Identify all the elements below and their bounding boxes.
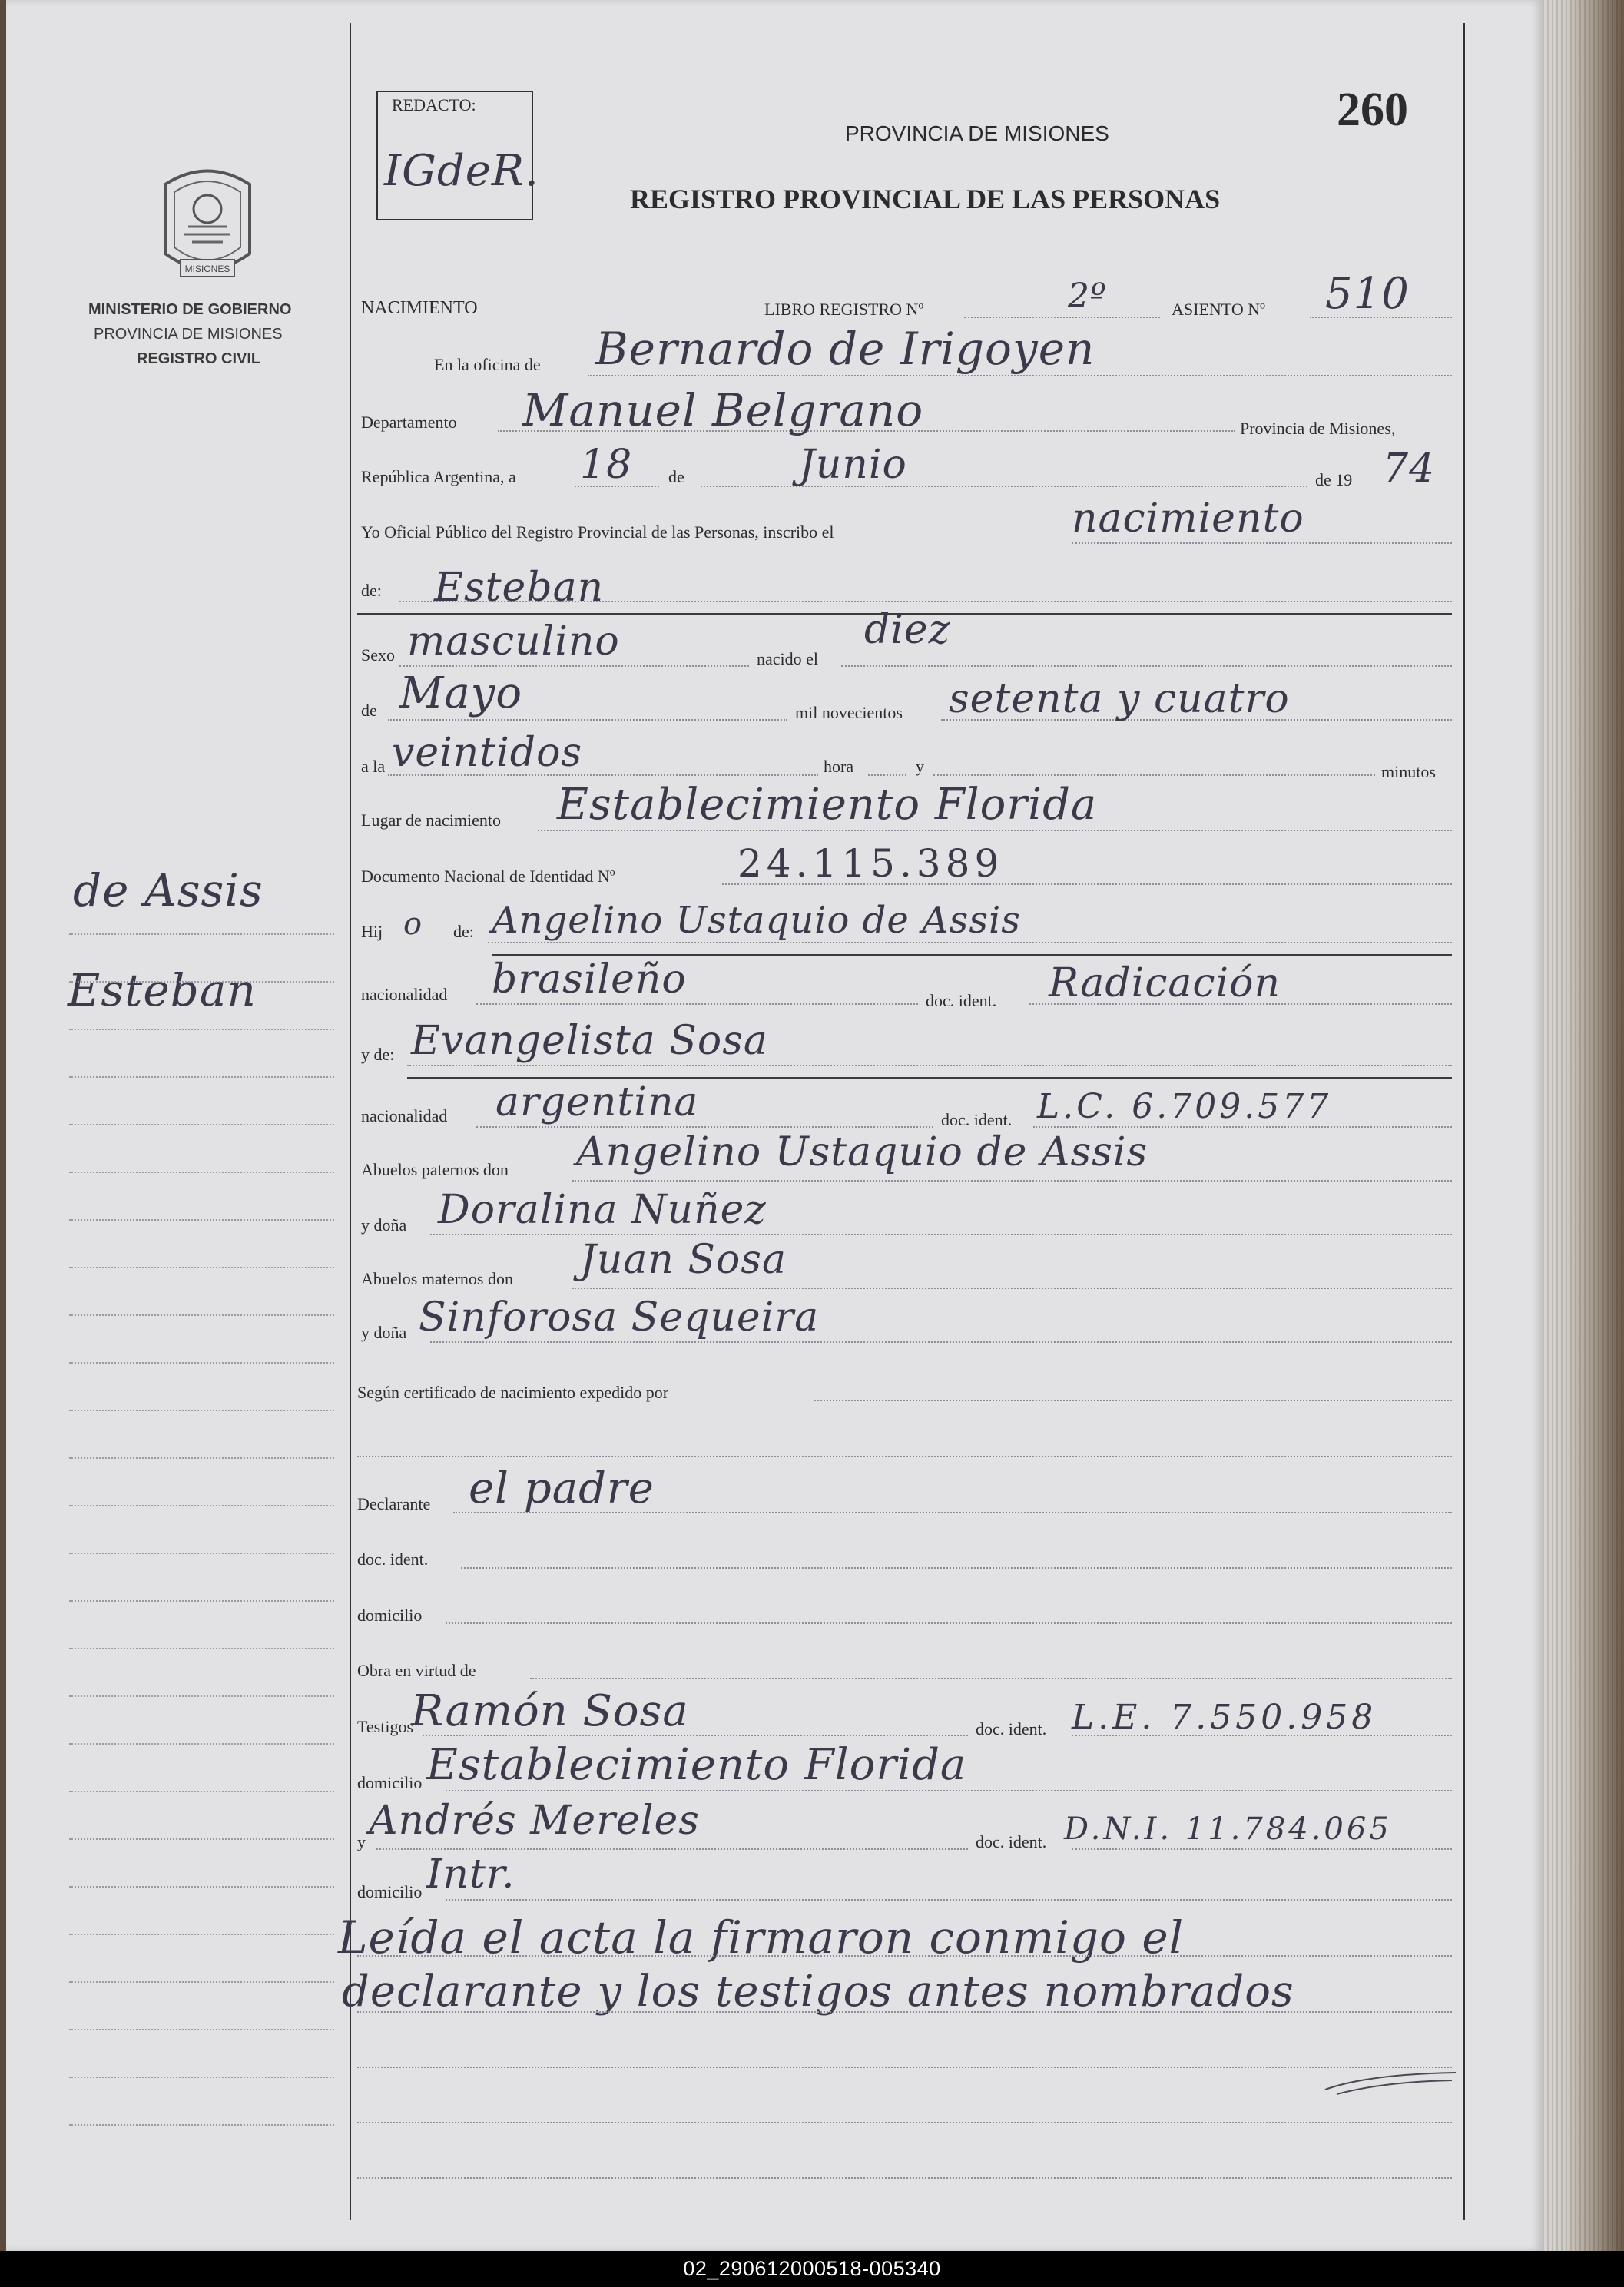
madre-nacionalidad-label: nacionalidad — [361, 1106, 448, 1125]
asiento-label: ASIENTO Nº — [1172, 300, 1265, 319]
anio-prefix: de 19 — [1315, 470, 1353, 489]
nacimiento-label: NACIMIENTO — [361, 298, 478, 318]
nacido-label: nacido el — [757, 649, 819, 668]
provincia-suffix: Provincia de Misiones, — [1240, 419, 1396, 438]
padre-nacionalidad-label: nacionalidad — [361, 985, 448, 1004]
padre-nacionalidad-value: brasileño — [492, 956, 687, 1003]
page-number: 260 — [1337, 84, 1408, 136]
margin-note-name: Esteban — [68, 964, 257, 1016]
y-de-label: y de: — [361, 1045, 395, 1064]
provincia-title: PROVINCIA DE MISIONES — [845, 121, 1109, 145]
declarante-doc-label: doc. ident. — [357, 1550, 429, 1569]
abuela-paterna-label: y doña — [361, 1215, 407, 1235]
madre-value: Evangelista Sosa — [411, 1018, 768, 1064]
dni-label: Documento Nacional de Identidad Nº — [361, 867, 615, 886]
testigo1-domicilio-label: domicilio — [357, 1773, 423, 1792]
testigo1-value: Ramón Sosa — [411, 1686, 689, 1736]
declarante-value: el padre — [469, 1463, 655, 1513]
minutos-label: minutos — [1381, 762, 1436, 781]
book-page-edges — [1543, 0, 1624, 2251]
hora-value: veintidos — [392, 730, 583, 776]
hora-label: hora — [824, 757, 854, 776]
ministerio-label: MINISTERIO DE GOBIERNO — [88, 301, 292, 318]
declarante-domicilio-label: domicilio — [357, 1606, 423, 1625]
mil-label: mil novecientos — [795, 703, 903, 722]
de-label-fecha: de — [668, 467, 684, 486]
de-colon-label: de: — [361, 581, 382, 600]
padre-doc-value: Radicación — [1049, 960, 1281, 1006]
libro-value: 2º — [1068, 277, 1107, 316]
closing-line-1: Leída el acta la firmaron conmigo el — [338, 1911, 1185, 1964]
redacto-label: REDACTO: — [392, 95, 476, 114]
testigo2-domicilio-label: domicilio — [357, 1882, 423, 1901]
yo-oficial-text: Yo Oficial Público del Registro Provincial de las Personas, inscribo el — [361, 522, 834, 542]
testigo2-domicilio-value: Intr. — [426, 1851, 515, 1898]
de-label-mes: de — [361, 701, 377, 720]
declarante-label: Declarante — [357, 1494, 431, 1513]
testigo1-domicilio-value: Establecimiento Florida — [426, 1740, 967, 1790]
segun-label: Según certificado de nacimiento expedido por — [357, 1383, 669, 1402]
testigo1-doc-label: doc. ident. — [976, 1719, 1047, 1738]
sexo-label: Sexo — [361, 645, 395, 665]
testigo1-doc-value: L.E. 7.550.958 — [1072, 1698, 1377, 1737]
section-rule-3 — [407, 1077, 1452, 1079]
hijo-de-label: de: — [453, 922, 474, 941]
madre-doc-value: L.C. 6.709.577 — [1037, 1087, 1332, 1126]
registro-title: REGISTRO PROVINCIAL DE LAS PERSONAS — [630, 184, 1221, 214]
a-la-label: a la — [361, 757, 386, 776]
padre-value: Angelino Ustaquio de Assis — [492, 899, 1021, 942]
section-rule-2 — [492, 954, 1452, 956]
dia-value: 18 — [580, 442, 633, 488]
departamento-value: Manuel Belgrano — [522, 384, 924, 436]
nacido-value: diez — [864, 607, 951, 653]
margin-note-surname: de Assis — [73, 864, 263, 916]
abuelo-materno-value: Juan Sosa — [580, 1237, 787, 1283]
hijo-o-value: o — [403, 907, 423, 942]
republica-label: República Argentina, a — [361, 467, 516, 486]
nombre-value: Esteban — [434, 565, 605, 611]
departamento-label: Departamento — [361, 413, 457, 432]
mes-nac-value: Mayo — [399, 668, 523, 718]
sexo-value: masculino — [407, 618, 620, 665]
y-label-hora: y — [916, 757, 924, 776]
margin-dotted-lines — [69, 933, 334, 2172]
footer-image-id: 02_290612000518-005340 — [683, 2257, 941, 2280]
lugar-value: Establecimiento Florida — [557, 780, 1098, 830]
province-seal-icon — [150, 161, 265, 288]
anio-nac-value: setenta y cuatro — [949, 676, 1290, 722]
dni-value: 24.115.389 — [737, 841, 1004, 886]
testigo2-value: Andrés Mereles — [369, 1798, 700, 1844]
abuelos-paternos-label: Abuelos paternos don — [361, 1160, 509, 1179]
redacto-value: IGdeR. — [384, 146, 539, 196]
abuela-materna-value: Sinforosa Sequeira — [419, 1294, 820, 1341]
registro-civil-label: REGISTRO CIVIL — [137, 350, 261, 367]
hijo-label: Hij — [361, 922, 383, 941]
anio-value: 74 — [1383, 446, 1436, 492]
testigo2-doc-label: doc. ident. — [976, 1832, 1047, 1851]
oficina-label: En la oficina de — [434, 355, 541, 374]
obra-label: Obra en virtud de — [357, 1661, 476, 1680]
testigo2-doc-value: D.N.I. 11.784.065 — [1064, 1811, 1392, 1847]
madre-doc-label: doc. ident. — [941, 1110, 1013, 1129]
libro-label: LIBRO REGISTRO Nº — [764, 300, 924, 319]
oficina-value: Bernardo de Irigoyen — [595, 323, 1095, 375]
lugar-label: Lugar de nacimiento — [361, 810, 502, 830]
abuela-materna-label: y doña — [361, 1323, 407, 1342]
asiento-value: 510 — [1325, 269, 1410, 319]
abuela-paterna-value: Doralina Nuñez — [438, 1187, 767, 1233]
padre-doc-label: doc. ident. — [926, 991, 997, 1010]
y-testigo2-label: y — [357, 1832, 366, 1851]
right-border-line — [1463, 23, 1465, 2220]
mes-value: Junio — [799, 442, 907, 488]
left-border-line — [350, 23, 351, 2220]
madre-nacionalidad-value: argentina — [495, 1079, 699, 1125]
testigos-label: Testigos — [357, 1717, 414, 1736]
inscribo-value: nacimiento — [1072, 496, 1304, 542]
closing-pen-stroke — [1321, 2067, 1460, 2097]
abuelo-paterno-value: Angelino Ustaquio de Assis — [576, 1129, 1148, 1175]
seal-text: MISIONES — [184, 264, 230, 274]
abuelos-maternos-label: Abuelos maternos don — [361, 1269, 513, 1288]
closing-line-2: declarante y los testigos antes nombrados — [342, 1967, 1294, 2017]
provincia-label-left: PROVINCIA DE MISIONES — [94, 326, 283, 343]
